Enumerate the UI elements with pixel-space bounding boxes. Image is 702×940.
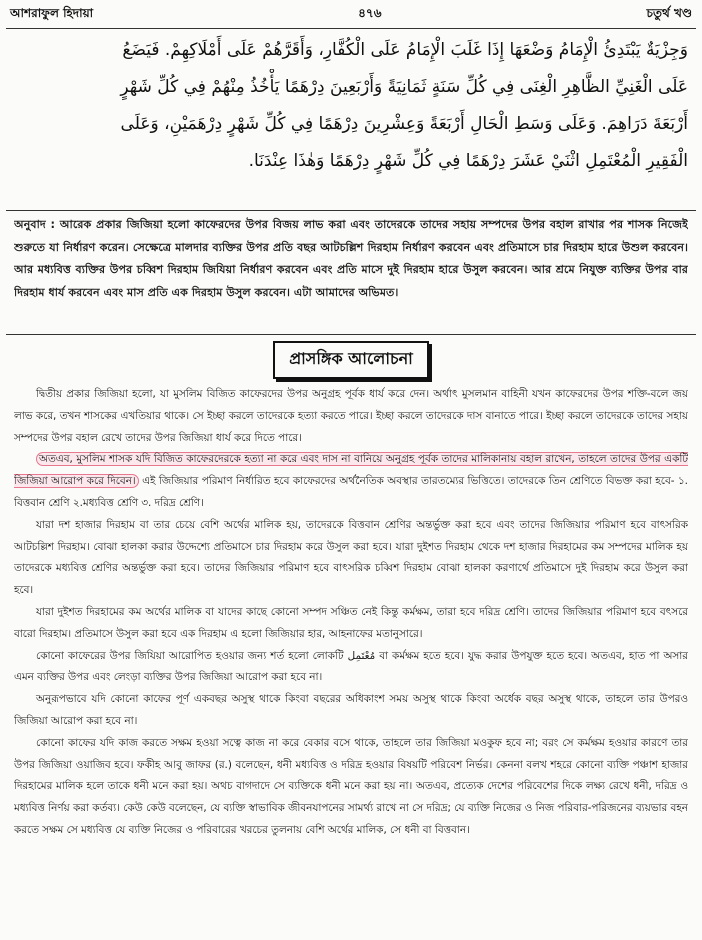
section-title: প্রাসঙ্গিক আলোচনা — [273, 341, 429, 379]
arabic-line: أَرْبَعَةَ دَرَاهِمَ. وَعَلَى وَسَطِ الْحَالِ أَرْبَعَةً وَعِشْرِينَ دِرْهَمًا فِي كُلِّ شَهْرٍ دِرْهَمَيْنِ، وَعَلَى — [120, 114, 688, 134]
running-header — [10, 4, 692, 26]
page-number: ৪৭৬ — [358, 6, 382, 20]
paragraph-text: যারা দশ হাজার দিরহাম বা তার চেয়ে বেশি অর্থের মালিক হয়, তাদেরকে বিত্তবান শ্রেণির অন্তর্ভুক্ত করা হবে এবং তাদের জিজিয়ার পরিমাণ হবে বাৎসরিক আটচল্লিশ দিরহাম। বোঝা হালকা করার উদ্দেশ্যে প্রতিমাসে চার দিরহাম করে উসুল করা হবে। যারা দুইশত দিরহাম থেকে দশ হাজার দিরহামের কম সম্পদের মালিক হয় তাদেরকে মধ্যবিত্ত শ্রেণির অন্তর্ভুক্ত করা হবে। তাদের জিজিয়ার পরিমাণ হবে বাৎসরিক চব্বিশ দিরহাম বোঝা হালকা করণার্থে প্রতিমাসে দুই দিরহাম করে উসুল করা হবে। — [14, 518, 688, 597]
header-divider — [6, 28, 696, 29]
paragraph — [14, 384, 688, 449]
paragraph — [14, 646, 688, 690]
paragraph — [14, 515, 688, 602]
highlighted-text: অতএব, মুসলিম শাসক যদি বিজিত কাফেরদেরকে হত্যা না করে এবং দাস না বানিয়ে অনুগ্রহ পূর্বক তাদের মালিকানায় বহাল রাখেন, তাহলে তাদের উপর একটি জিজিয়া আরোপ করে দিবেন। — [14, 453, 688, 488]
arabic-divider — [6, 210, 696, 211]
arabic-line: وَجِزْيَةٌ يَبْتَدِئُ الْإِمَامُ وَضْعَهَا إِذَا غَلَبَ الْإِمَامُ عَلَى الْكُفَّارِ، وَأَقَرَّهُمْ عَلَى أَمْلَاكِهِمْ. فَيَضَعُ — [122, 40, 688, 60]
paragraph-text: যারা দুইশত দিরহামের কম অর্থের মালিক বা যাদের কাছে কোনো সম্পদ সঞ্চিত নেই কিন্তু কর্মক্ষম, তারা হবে দরিদ্র শ্রেণি। তাদের জিজিয়ার পরিমাণ হবে বৎসরে বারো দিরহাম। প্রতিমাসে উসুল করা হবে এক দিরহাম এ হলো জিজিয়ার হার, আহনাফের মতানুসারে। — [14, 605, 688, 640]
paragraph-text: অনুরূপভাবে যদি কোনো কাফের পূর্ণ একবছর অসুস্থ থাকে কিংবা বছরের অধিকাংশ সময় অসুস্থ থাকে কিংবা অর্ধেক বছর অসুস্থ থাকে, তাহলে তার উপরও জিজিয়া আরোপ করা হবে না। — [14, 693, 688, 727]
paragraph-text: কোনো কাফেরের উপর জিযিয়া আরোপিত হওয়ার জন্য শর্ত হলো লোকটি مُعْتَمِل বা কর্মক্ষম হতে হবে। যুদ্ধ করার উপযুক্ত হতে হবে। অতএব, হাত পা অসার এমন ব্যক্তির উপর এবং লেংড়া ব্যক্তির উপর জিজিয়া আরোপ করা হবে না। — [14, 649, 688, 684]
paragraph-text: এই জিজিয়ার পরিমাণ নির্ধারিত হবে কাফেরদের অর্থনৈতিক অবস্থার তারতম্যের ভিত্তিতে। তাদেরকে তিন শ্রেণিতে বিভক্ত করা হবে- ১. বিত্তবান শ্রেণি ২.মধ্যবিত্ত শ্রেণি ৩. দরিদ্র শ্রেণি। — [14, 475, 688, 509]
paragraph — [14, 689, 688, 733]
paragraph-text: দ্বিতীয় প্রকার জিজিয়া হলো, যা মুসলিম বিজিত কাফেরদের উপর অনুগ্রহ পূর্বক ধার্য করে দেন। অর্থাৎ মুসলমান বাহিনী যখন কাফেরদের উপর শক্তি-বলে জয় লাভ করে, তখন শাসকের এখতিয়ার থাকে। সে ইচ্ছা করলে তাদেরকে হত্যা করতে পারে। ইচ্ছা করলে তাদেরকে দাস বানাতে পারে। ইচ্ছা করলে তাদেরকে তাদের সহায় সম্পদের উপর বহাল রেখে তাদের উপর জিজিয়া ধার্য করে দিতে পারে। — [14, 388, 688, 444]
paragraph-text: কোনো কাফের যদি কাজ করতে সক্ষম হওয়া সত্বে কাজ না করে বেকার বসে থাকে, তাহলে তার জিজিয়া মওকুফ হবে না; বরং সে কর্মক্ষম হওয়ার কারণে তার উপর জিজিয়া ওয়াজিব হবে। ফকীহ আবু জাফর (র.) বলেছেন, ধনী মধ্যবিত্ত ও দরিদ্র হওয়ার বিষয়টি পরিবেশ নির্ভর। কেননা বলখ শহরে কোনো ব্যক্তি পঞ্চাশ হাজার দিরহামের মালিক হলে তাকে ধনী মনে করা হয়। অথচ বাগদাদে সে ব্যক্তিকে ধনী মনে করা হয় না। অতএব, প্রত্যেক দেশের পরিবেশের দিকে লক্ষ্য রেখে ধনী, দরিদ্র ও মধ্যবিত্ত নির্ণয় করা কর্তব্য। কেউ কেউ বলেছেন, যে ব্যক্তি স্বাভাবিক জীবনযাপনের সামর্থ্য রাখে না সে দরিদ্র; যে ব্যক্তি নিজের ও নিজ পরিবার-পরিজনের ব্যয়ভার বহন করতে সক্ষম সে মধ্যবিত্ত যে ব্যক্তি নিজের ও পরিবারের খরচের তুলনায় বেশি অর্থের মালিক, সে ধনী বা বিত্তবান। — [14, 736, 688, 836]
translation-divider — [6, 334, 696, 335]
translation-block — [14, 214, 688, 332]
discussion-body — [14, 384, 688, 934]
translation-text: আরেক প্রকার জিজিয়া হলো কাফেরদের উপর বিজয় লাভ করা এবং তাদেরকে তাদের সহায় সম্পদের উপর বহাল রাখার পর শাসক নিজেই শুরুতে যা নির্ধারণ করেন। সেক্ষেত্রে মালদার ব্যক্তির উপর প্রতি বছর আটচল্লিশ দিরহাম নির্ধারণ করবেন এবং প্রতিমাসে চার দিরহাম হারে উশুল করবেন। আর মধ্যবিত্ত ব্যক্তির উপর চব্বিশ দিরহাম জিযিয়া নির্ধারণ করবেন এবং প্রতি মাসে দুই দিরহাম হারে উসুল করবেন। আর শ্রমে নিযুক্ত ব্যক্তির উপর বার দিরহাম ধার্য করবেন এবং মাস প্রতি এক দিরহাম উসুল করবেন। এটা আমাদের অভিমত। — [14, 218, 688, 299]
arabic-line: عَلَى الْغَنِيِّ الظَّاهِرِ الْغِنَى فِي كُلِّ سَنَةٍ ثَمَانِيَةً وَأَرْبَعِينَ دِرْهَمًا يَأْخُذُ مِنْهُمْ فِي كُلِّ شَهْرٍ — [120, 77, 688, 97]
arabic-line: الْفَقِيرِ الْمُعْتَمِلِ اثْنَيْ عَشَرَ دِرْهَمًا فِي كُلِّ شَهْرٍ دِرْهَمًا وَهٰذَا عِنْدَنَا. — [248, 151, 688, 171]
translation-label: অনুবাদ : — [14, 218, 55, 231]
paragraph — [14, 602, 688, 646]
volume-label: চতুর্থ খণ্ড — [646, 6, 692, 20]
arabic-text-block — [16, 32, 688, 208]
paragraph — [14, 449, 688, 514]
section-heading-wrap — [0, 340, 702, 380]
paragraph — [14, 733, 688, 842]
book-title: আশরাফুল হিদায়া — [10, 6, 94, 20]
